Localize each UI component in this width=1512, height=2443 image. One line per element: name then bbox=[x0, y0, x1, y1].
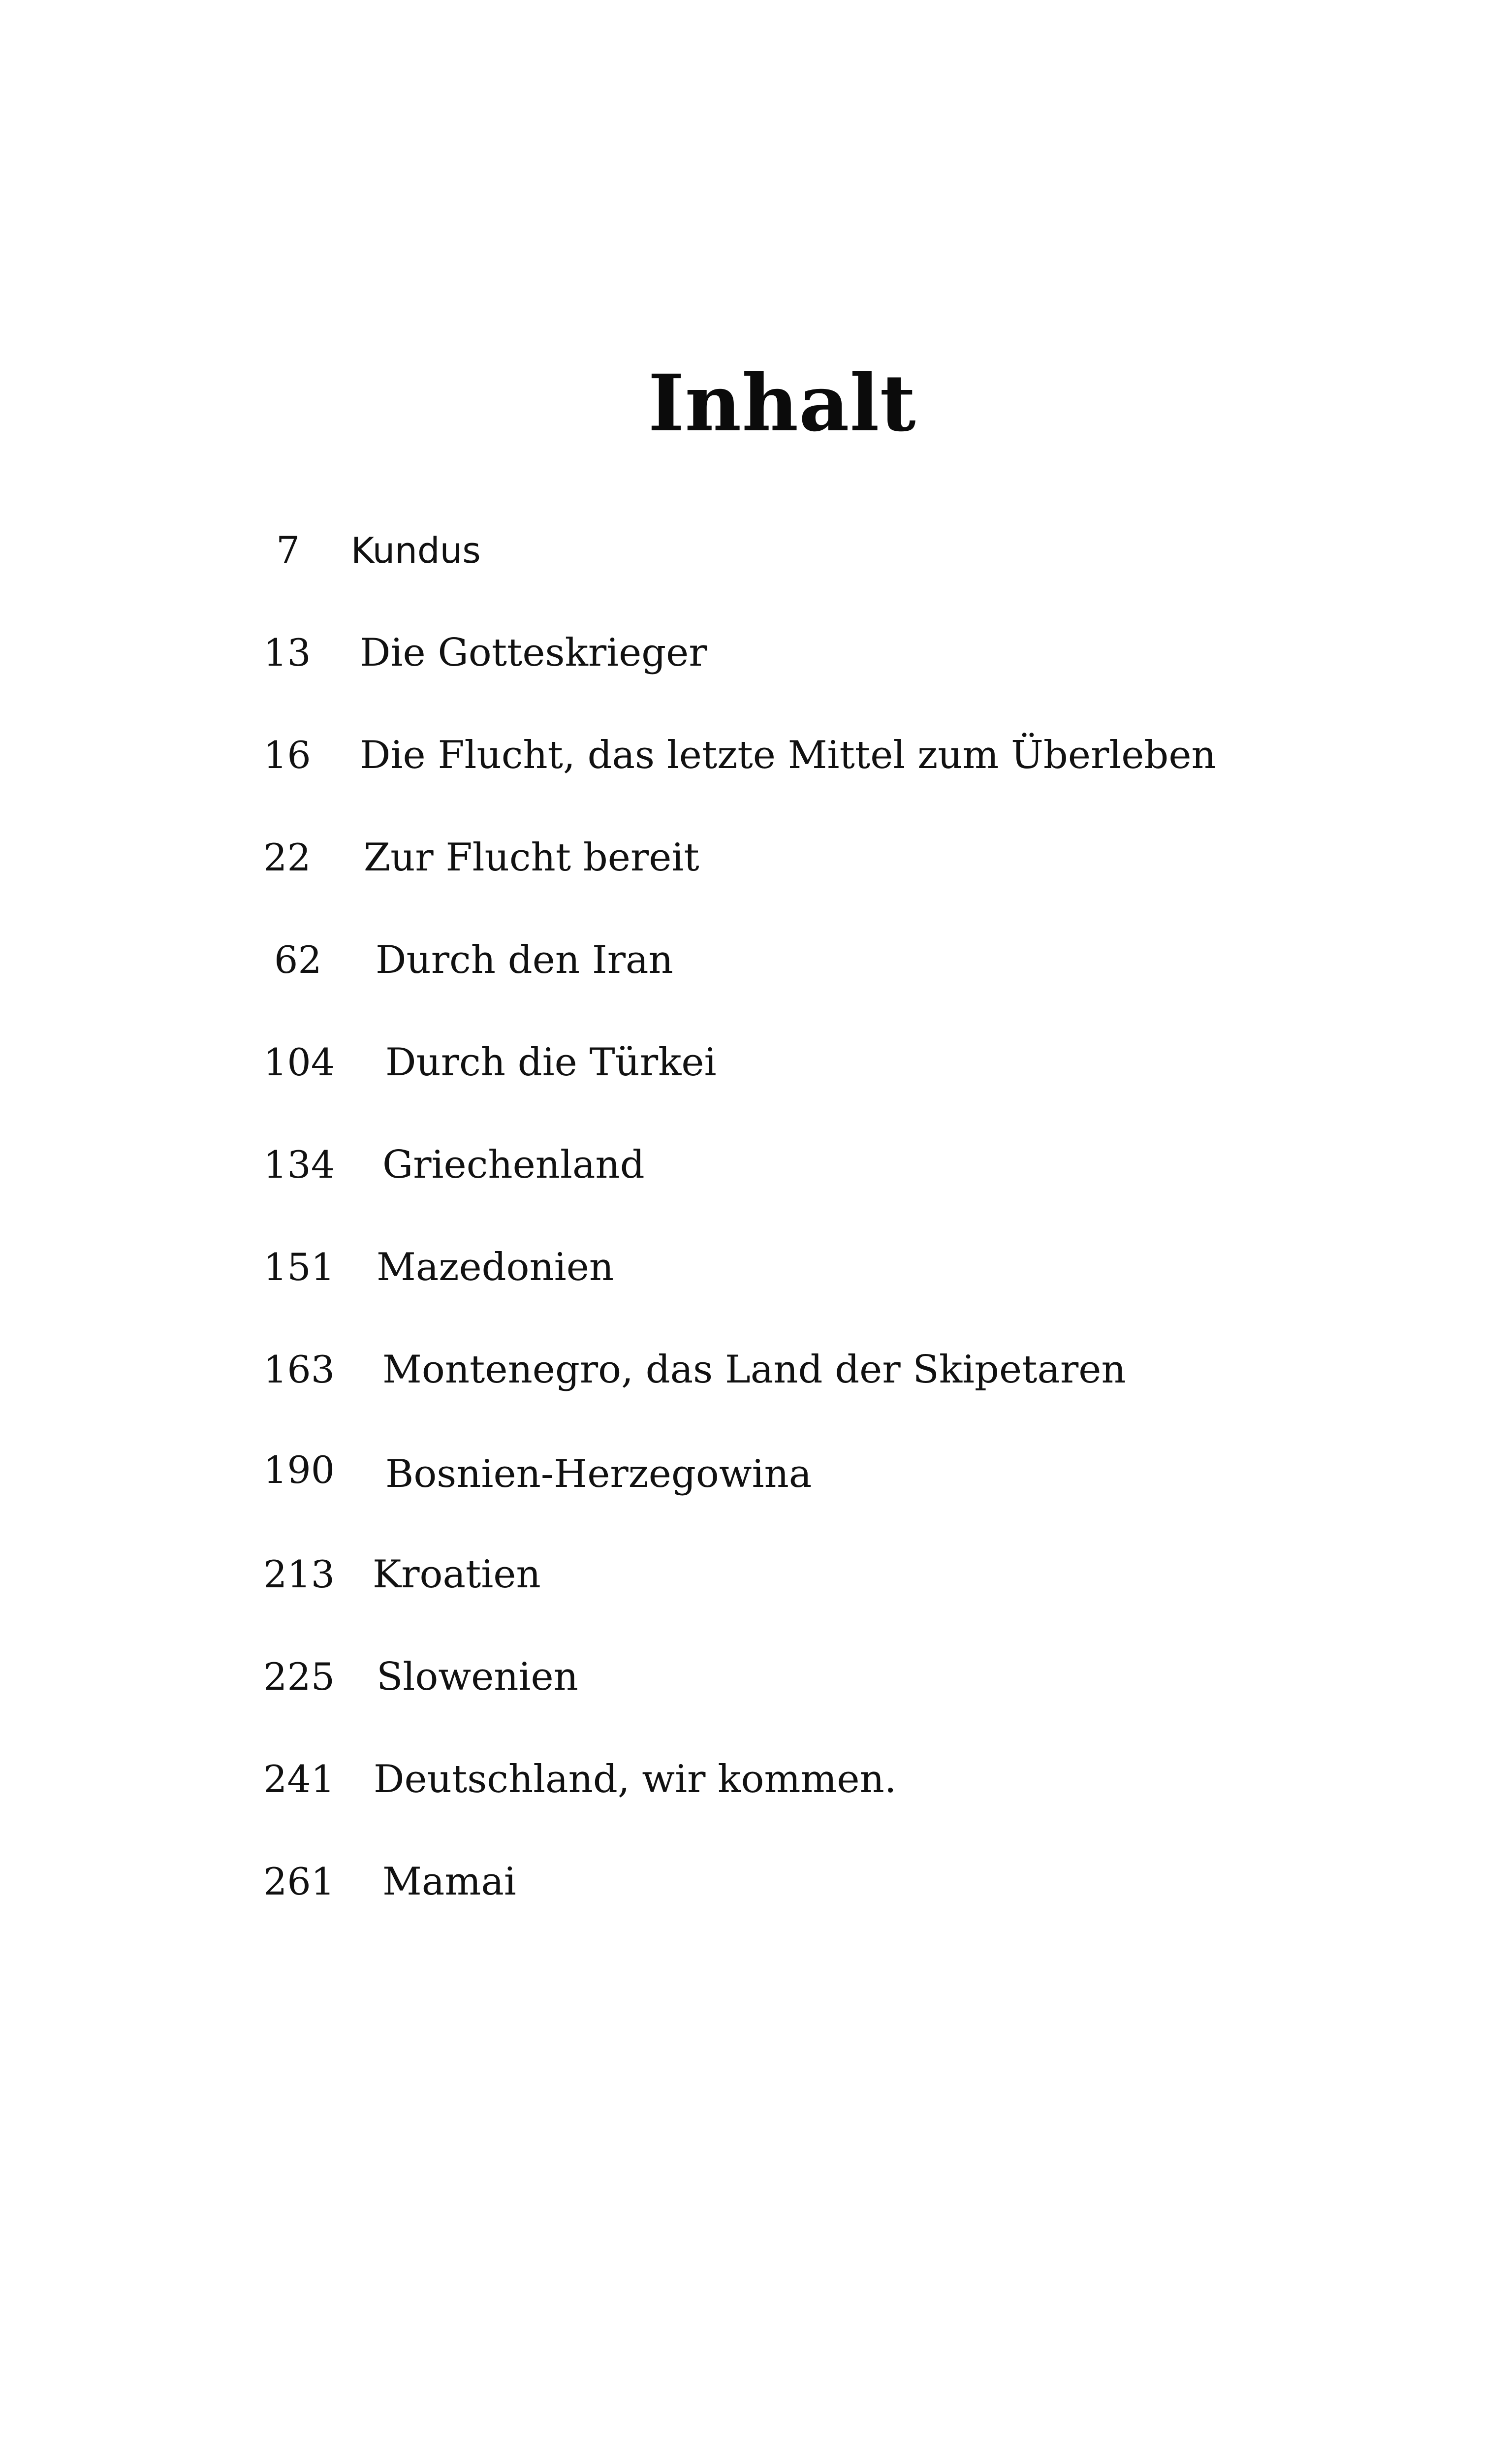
toc-page-number: 151 bbox=[263, 1245, 335, 1289]
toc-entry-die-flucht bbox=[0, 726, 1512, 785]
toc-page-number: 241 bbox=[263, 1757, 335, 1801]
toc-page-number: 190 bbox=[263, 1448, 335, 1492]
toc-chapter-title: Kroatien bbox=[373, 1552, 541, 1597]
toc-entry-kroatien bbox=[0, 1545, 1512, 1604]
toc-chapter-title: Die Gotteskrieger bbox=[360, 631, 707, 675]
toc-entry-mazedonien bbox=[0, 1238, 1512, 1297]
toc-chapter-title: Mamai bbox=[382, 1860, 516, 1904]
toc-chapter-title: Zur Flucht bereit bbox=[364, 836, 699, 880]
toc-page-number: 213 bbox=[263, 1552, 335, 1596]
toc-chapter-title: Bosnien-Herzegowina bbox=[385, 1452, 812, 1496]
toc-page-number: 16 bbox=[263, 733, 311, 777]
toc-chapter-title: Griechenland bbox=[382, 1143, 645, 1187]
toc-entry-montenegro bbox=[0, 1340, 1512, 1399]
toc-entry-die-gotteskrieger bbox=[0, 623, 1512, 682]
toc-chapter-title: Mazedonien bbox=[377, 1245, 614, 1289]
toc-chapter-title: Durch die Türkei bbox=[385, 1040, 717, 1085]
toc-page-number: 7 bbox=[276, 528, 300, 572]
toc-page-number: 104 bbox=[263, 1040, 335, 1084]
toc-page-number: 22 bbox=[263, 836, 311, 879]
toc-chapter-title: Slowenien bbox=[377, 1655, 578, 1699]
toc-chapter-title: Die Flucht, das letzte Mittel zum Überleben bbox=[360, 733, 1216, 777]
toc-page-number: 13 bbox=[263, 631, 311, 675]
page-title: Inhalt bbox=[648, 358, 916, 449]
toc-chapter-title: Kundus bbox=[351, 530, 481, 571]
toc-chapter-title: Deutschland, wir kommen. bbox=[374, 1757, 897, 1801]
toc-entry-mamai bbox=[0, 1852, 1512, 1911]
toc-chapter-title: Durch den Iran bbox=[376, 938, 673, 982]
toc-page-number: 62 bbox=[274, 938, 322, 982]
toc-entry-durch-die-tuerkei bbox=[0, 1033, 1512, 1092]
toc-entry-bosnien-herzegowina bbox=[0, 1445, 1512, 1504]
toc-entry-griechenland bbox=[0, 1135, 1512, 1194]
toc-page-number: 163 bbox=[263, 1348, 335, 1391]
toc-entry-slowenien bbox=[0, 1647, 1512, 1706]
toc-page-number: 134 bbox=[263, 1143, 335, 1187]
toc-entry-durch-den-iran bbox=[0, 931, 1512, 990]
toc-page-number: 261 bbox=[263, 1860, 335, 1903]
toc-chapter-title: Montenegro, das Land der Skipetaren bbox=[382, 1348, 1126, 1392]
toc-page-number: 225 bbox=[263, 1655, 335, 1699]
toc-entry-deutschland bbox=[0, 1750, 1512, 1809]
toc-entry-kundus bbox=[0, 521, 1512, 580]
toc-entry-zur-flucht-bereit bbox=[0, 828, 1512, 887]
